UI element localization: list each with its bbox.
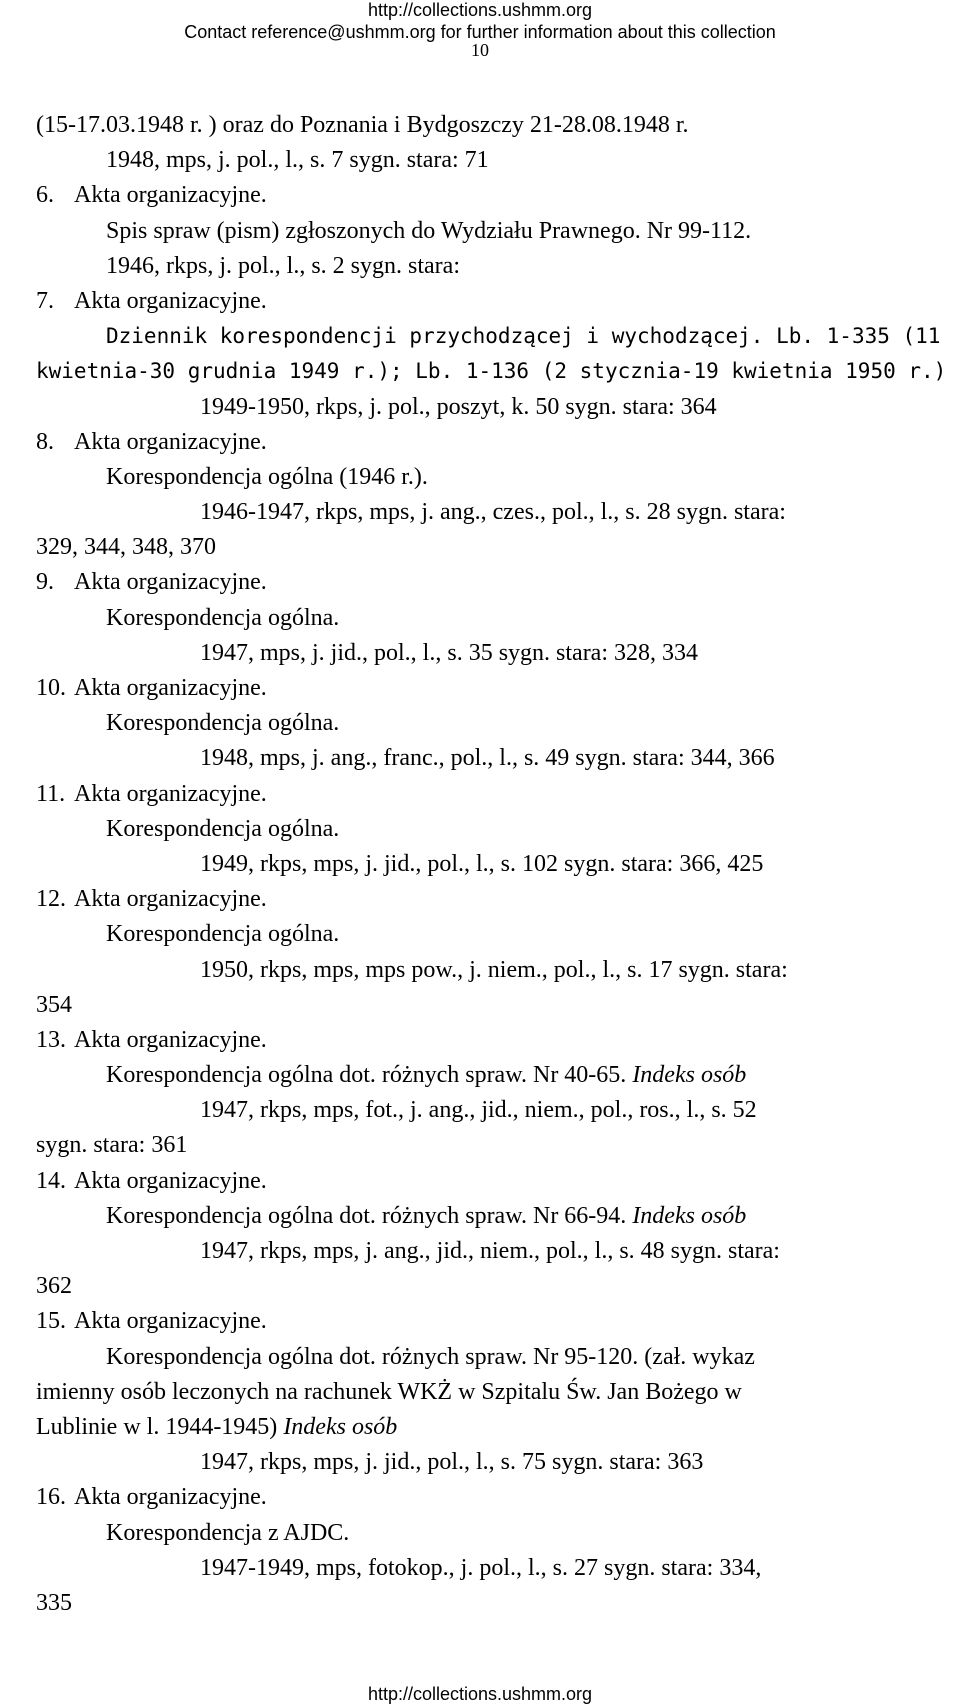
entry-title: Akta organizacyjne. bbox=[74, 182, 267, 208]
line: 362 bbox=[36, 1273, 72, 1299]
line: 354 bbox=[36, 992, 72, 1018]
entry-number: 13. bbox=[36, 1027, 66, 1053]
entry-11 bbox=[36, 779, 267, 809]
line bbox=[106, 1201, 746, 1231]
line: 1947, rkps, mps, j. ang., jid., niem., pol., l., s. 48 sygn. stara: bbox=[200, 1238, 780, 1264]
index-note: Indeks osób bbox=[632, 1062, 747, 1088]
line: 335 bbox=[36, 1590, 72, 1616]
line: 1950, rkps, mps, mps pow., j. niem., pol., l., s. 17 sygn. stara: bbox=[200, 957, 788, 983]
line: Korespondencja ogólna dot. różnych spraw. Nr 95-120. (zał. wykaz bbox=[106, 1344, 755, 1370]
entry-title: Akta organizacyjne. bbox=[74, 675, 267, 701]
line: Korespondencja ogólna. bbox=[106, 816, 340, 842]
entry-number: 7. bbox=[36, 288, 54, 314]
entry-9 bbox=[36, 567, 267, 597]
entry-7 bbox=[36, 286, 267, 316]
entry-number: 12. bbox=[36, 886, 66, 912]
entry-title: Akta organizacyjne. bbox=[74, 429, 267, 455]
line: 1948, mps, j. pol., l., s. 7 sygn. stara: 71 bbox=[106, 147, 489, 173]
entry-number: 10. bbox=[36, 675, 66, 701]
entry-10 bbox=[36, 673, 267, 703]
line: 1948, mps, j. ang., franc., pol., l., s. 49 sygn. stara: 344, 366 bbox=[200, 745, 775, 771]
entry-14 bbox=[36, 1166, 267, 1196]
entry-title: Akta organizacyjne. bbox=[74, 569, 267, 595]
line: 1946, rkps, j. pol., l., s. 2 sygn. stara: bbox=[106, 253, 460, 279]
entry-title: Akta organizacyjne. bbox=[74, 781, 267, 807]
line: (15-17.03.1948 r. ) oraz do Poznania i Bydgoszczy 21-28.08.1948 r. bbox=[36, 112, 689, 138]
line: Dziennik korespondencji przychodzącej i wychodzącej. Lb. 1-335 (11 bbox=[106, 324, 941, 348]
line: Korespondencja ogólna. bbox=[106, 921, 340, 947]
header-url[interactable]: http://collections.ushmm.org bbox=[367, 0, 593, 20]
entry-number: 8. bbox=[36, 429, 54, 455]
footer-url[interactable]: http://collections.ushmm.org bbox=[367, 1684, 593, 1704]
line: Spis spraw (pism) zgłoszonych do Wydziału Prawnego. Nr 99-112. bbox=[106, 218, 752, 244]
entry-title: Akta organizacyjne. bbox=[74, 1308, 267, 1334]
line: imienny osób leczonych na rachunek WKŻ w Szpitalu Św. Jan Bożego w bbox=[36, 1379, 742, 1405]
entry-title: Akta organizacyjne. bbox=[74, 1027, 267, 1053]
entry-12 bbox=[36, 884, 267, 914]
line: 1947, rkps, mps, fot., j. ang., jid., niem., pol., ros., l., s. 52 bbox=[200, 1097, 757, 1123]
page-number: 10 bbox=[471, 40, 489, 60]
line: 1947-1949, mps, fotokop., j. pol., l., s. 27 sygn. stara: 334, bbox=[200, 1555, 762, 1581]
entry-description: Lublinie w l. 1944-1945) bbox=[36, 1414, 278, 1440]
entry-8 bbox=[36, 427, 267, 457]
entry-number: 16. bbox=[36, 1484, 66, 1510]
index-note: Indeks osób bbox=[283, 1414, 398, 1440]
line: Korespondencja ogólna. bbox=[106, 605, 340, 631]
entry-title: Akta organizacyjne. bbox=[74, 1168, 267, 1194]
line: kwietnia-30 grudnia 1949 r.); Lb. 1-136 (2 stycznia-19 kwietnia 1950 r.) bbox=[36, 359, 947, 383]
entry-6 bbox=[36, 180, 267, 210]
entry-description: Korespondencja ogólna dot. różnych spraw. Nr 66-94. bbox=[106, 1203, 627, 1229]
entry-description: Korespondencja ogólna dot. różnych spraw. Nr 40-65. bbox=[106, 1062, 627, 1088]
line: Korespondencja z AJDC. bbox=[106, 1520, 350, 1546]
line: 1949, rkps, mps, j. jid., pol., l., s. 102 sygn. stara: 366, 425 bbox=[200, 851, 764, 877]
entry-title: Akta organizacyjne. bbox=[74, 288, 267, 314]
line bbox=[106, 1060, 746, 1090]
entry-number: 11. bbox=[36, 781, 66, 807]
line: 1949-1950, rkps, j. pol., poszyt, k. 50 sygn. stara: 364 bbox=[200, 394, 717, 420]
line: Korespondencja ogólna. bbox=[106, 710, 340, 736]
line: sygn. stara: 361 bbox=[36, 1132, 188, 1158]
line bbox=[36, 1412, 397, 1442]
entry-16 bbox=[36, 1482, 267, 1512]
header-contact: Contact reference@ushmm.org for further information about this collection bbox=[184, 22, 776, 42]
entry-title: Akta organizacyjne. bbox=[74, 886, 267, 912]
entry-number: 15. bbox=[36, 1308, 66, 1334]
entry-number: 9. bbox=[36, 569, 54, 595]
entry-15 bbox=[36, 1306, 267, 1336]
entry-number: 14. bbox=[36, 1168, 66, 1194]
entry-title: Akta organizacyjne. bbox=[74, 1484, 267, 1510]
line: 1947, rkps, mps, j. jid., pol., l., s. 75 sygn. stara: 363 bbox=[200, 1449, 704, 1475]
line: Korespondencja ogólna (1946 r.). bbox=[106, 464, 428, 490]
entry-number: 6. bbox=[36, 182, 54, 208]
index-note: Indeks osób bbox=[632, 1203, 747, 1229]
entry-13 bbox=[36, 1025, 267, 1055]
line: 329, 344, 348, 370 bbox=[36, 534, 216, 560]
line: 1946-1947, rkps, mps, j. ang., czes., pol., l., s. 28 sygn. stara: bbox=[200, 499, 786, 525]
line: 1947, mps, j. jid., pol., l., s. 35 sygn. stara: 328, 334 bbox=[200, 640, 698, 666]
